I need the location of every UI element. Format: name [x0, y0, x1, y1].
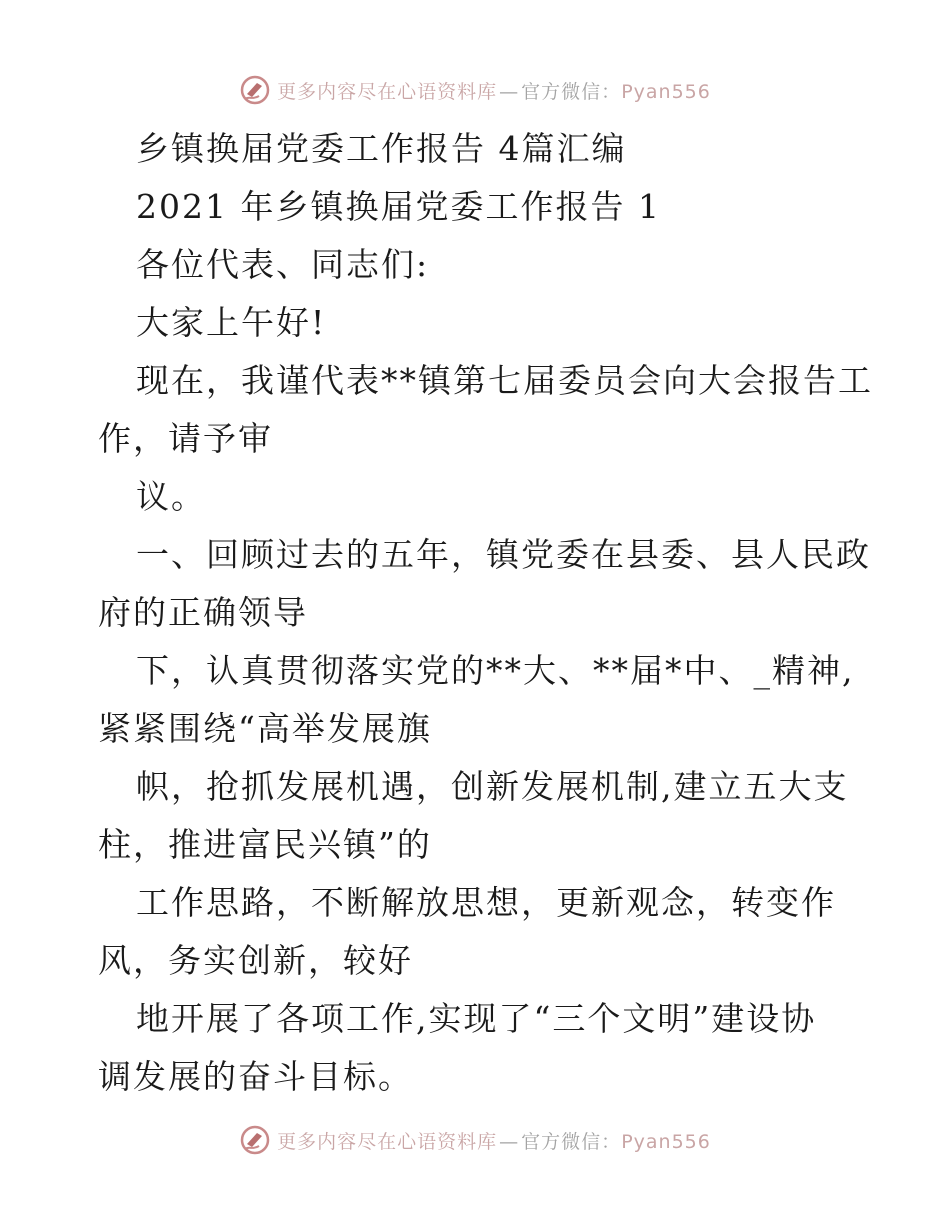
text-line: 帜，抢抓发展机遇，创新发展机制,建立五大支 — [136, 767, 849, 806]
watermark-id: Pyan556 — [621, 80, 711, 103]
text-line: 风，务实创新，较好 — [98, 941, 413, 980]
watermark-brand: 更多内容尽在心语资料库 — [277, 1130, 498, 1153]
text-line: 作，请予审 — [98, 419, 273, 458]
text-line: 工作思路，不断解放思想，更新观念，转变作 — [136, 883, 836, 922]
text-line: 议。 — [136, 477, 206, 516]
document-title: 乡镇换届党委工作报告 4篇汇编 — [136, 129, 627, 168]
text-line: 下，认真贯彻落实党的**大、**届*中、_精神, — [136, 651, 855, 690]
text-line: 一、回顾过去的五年，镇党委在县委、县人民政 — [136, 535, 871, 574]
book-pen-logo-icon — [239, 74, 271, 106]
text-line: 地开展了各项工作,实现了“三个文明”建设协 — [136, 999, 817, 1038]
footer-watermark — [0, 1120, 950, 1160]
watermark-brand: 更多内容尽在心语资料库 — [277, 80, 498, 103]
salutation: 各位代表、同志们: — [136, 245, 430, 284]
watermark-label: 官方微信： — [521, 80, 622, 103]
watermark-dash: — — [499, 1130, 520, 1153]
watermark-id: Pyan556 — [621, 1130, 711, 1153]
text-line: 紧紧围绕“高举发展旗 — [98, 709, 432, 748]
document-body — [98, 120, 873, 1106]
header-watermark — [0, 70, 950, 110]
text-line: 现在，我谨代表**镇第七届委员会向大会报告工 — [136, 361, 873, 400]
watermark-text — [277, 77, 711, 104]
section-heading: 2021 年乡镇换届党委工作报告 1 — [136, 187, 661, 226]
text-line: 柱，推进富民兴镇”的 — [98, 825, 432, 864]
book-pen-logo-icon — [239, 1124, 271, 1156]
watermark-text — [277, 1127, 711, 1154]
watermark-dash: — — [499, 80, 520, 103]
greeting: 大家上午好! — [136, 303, 327, 342]
watermark-label: 官方微信： — [521, 1130, 622, 1153]
text-line: 调发展的奋斗目标。 — [98, 1057, 413, 1096]
text-line: 府的正确领导 — [98, 593, 308, 632]
